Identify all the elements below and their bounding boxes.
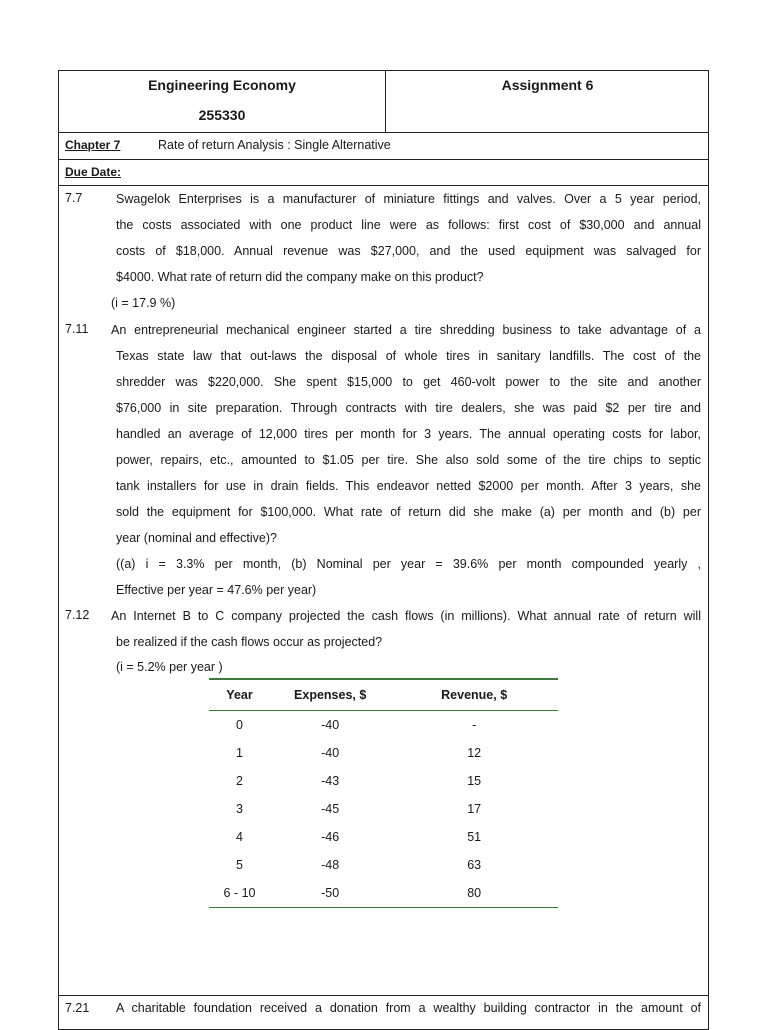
table-cell: 1 [236,746,243,760]
problem-answer: (i = 17.9 %) [111,296,176,310]
table-cell: 51 [467,830,482,844]
cash-flow-table [209,678,558,908]
problem-number: 7.11 [65,322,89,336]
problem-line: $76,000 in site preparation. Through contracts with tire dealers, she was paid $2 per tire and [116,401,701,415]
table-cell: 3 [236,802,243,816]
table-row [209,739,558,767]
table-cell: 63 [467,858,482,872]
table-cell: 17 [467,802,482,816]
problem-line: power, repairs, etc., amounted to $1.05 per tire. She also sold some of the tire chips to septic [116,453,701,467]
problem-number: 7.12 [65,608,90,622]
problem-line: Swagelok Enterprises is a manufacturer of miniature fittings and valves. Over a 5 year period, [116,192,701,206]
problem-line: A charitable foundation received a donation from a wealthy building contractor in the amount of [116,1001,701,1015]
table-cell: 5 [236,858,243,872]
problem-text [116,186,701,290]
problem-line: costs of $18,000. Annual revenue was $27,000, and the used equipment was salvaged for [116,244,701,258]
problem-line: the costs associated with one product line were as follows: first cost of $30,000 and annual [116,218,701,232]
problem-answer [116,551,701,603]
answer-line: Effective per year = 47.6% per year) [116,583,317,597]
table-cell: 0 [236,718,243,732]
problem-line: Texas state law that out-laws the disposal of whole tires in sanitary landfills. The cost of the [116,349,701,363]
problem-line: $4000. What rate of return did the company make on this product? [116,270,484,284]
table-header-row [209,679,558,711]
problem-line: sold the equipment for $100,000. What rate of return did she make (a) per month and (b) per [116,505,701,519]
table-cell: 12 [467,746,482,760]
problem-text-continued [116,343,701,551]
problem-line: be realized if the cash flows occur as projected? [116,635,383,649]
table-cell: -43 [321,774,340,788]
table-cell: -46 [321,830,340,844]
problem-line: handled an average of 12,000 tires per month for 3 years. The annual operating costs for labor, [116,427,701,441]
table-row [209,795,558,823]
table-row [209,711,558,740]
problem-answer: (i = 5.2% per year ) [116,660,223,674]
problem-text [111,317,701,343]
table-cell: -40 [321,718,340,732]
column-header: Revenue, $ [390,679,558,711]
chapter-bottom-rule [59,159,708,160]
chapter-title: Rate of return Analysis : Single Alternative [158,138,391,152]
problem-text [111,603,701,629]
table-cell: -45 [321,802,340,816]
problem-line: tank installers for use in drain fields. This endeavor netted $2000 per month. After 3 years, she [116,479,701,493]
table-cell: 80 [390,879,558,908]
table-cell: -40 [321,746,340,760]
problem-line: An entrepreneurial mechanical engineer started a tire shredding business to take advantage of a [111,323,701,337]
chapter-label: Chapter 7 [65,138,121,152]
due-date-label: Due Date: [65,165,122,179]
assignment-frame [58,70,709,1030]
header-bottom-rule [59,132,708,133]
table-cell: 15 [467,774,482,788]
table-cell: - [472,718,477,732]
column-header: Year [209,679,270,711]
table-cell: -48 [321,858,340,872]
table-row [209,767,558,795]
table-cell: 2 [236,774,243,788]
problem-line: An Internet B to C company projected the cash flows (in millions). What annual rate of return will [111,609,701,623]
course-title: Engineering Economy [148,77,296,93]
table-cell: 4 [236,830,243,844]
table-row [209,823,558,851]
table-row [209,851,558,879]
problem-line: shredder was $220,000. She spent $15,000 to get 460-volt power to the site and another [116,375,701,389]
problem-text-continued [116,629,701,655]
assignment-title: Assignment 6 [501,77,594,93]
problem-number: 7.21 [65,1001,90,1015]
column-header: Expenses, $ [270,679,390,711]
table-cell: -50 [270,879,390,908]
problem-text [116,995,701,1021]
table-row [209,879,558,908]
problem-line: year (nominal and effective)? [116,531,277,545]
problem-number: 7.7 [65,191,83,205]
answer-line: ((a) i = 3.3% per month, (b) Nominal per year = 39.6% per month compounded yearly , [116,557,701,571]
table-cell: 6 - 10 [209,879,270,908]
course-code: 255330 [198,107,246,123]
